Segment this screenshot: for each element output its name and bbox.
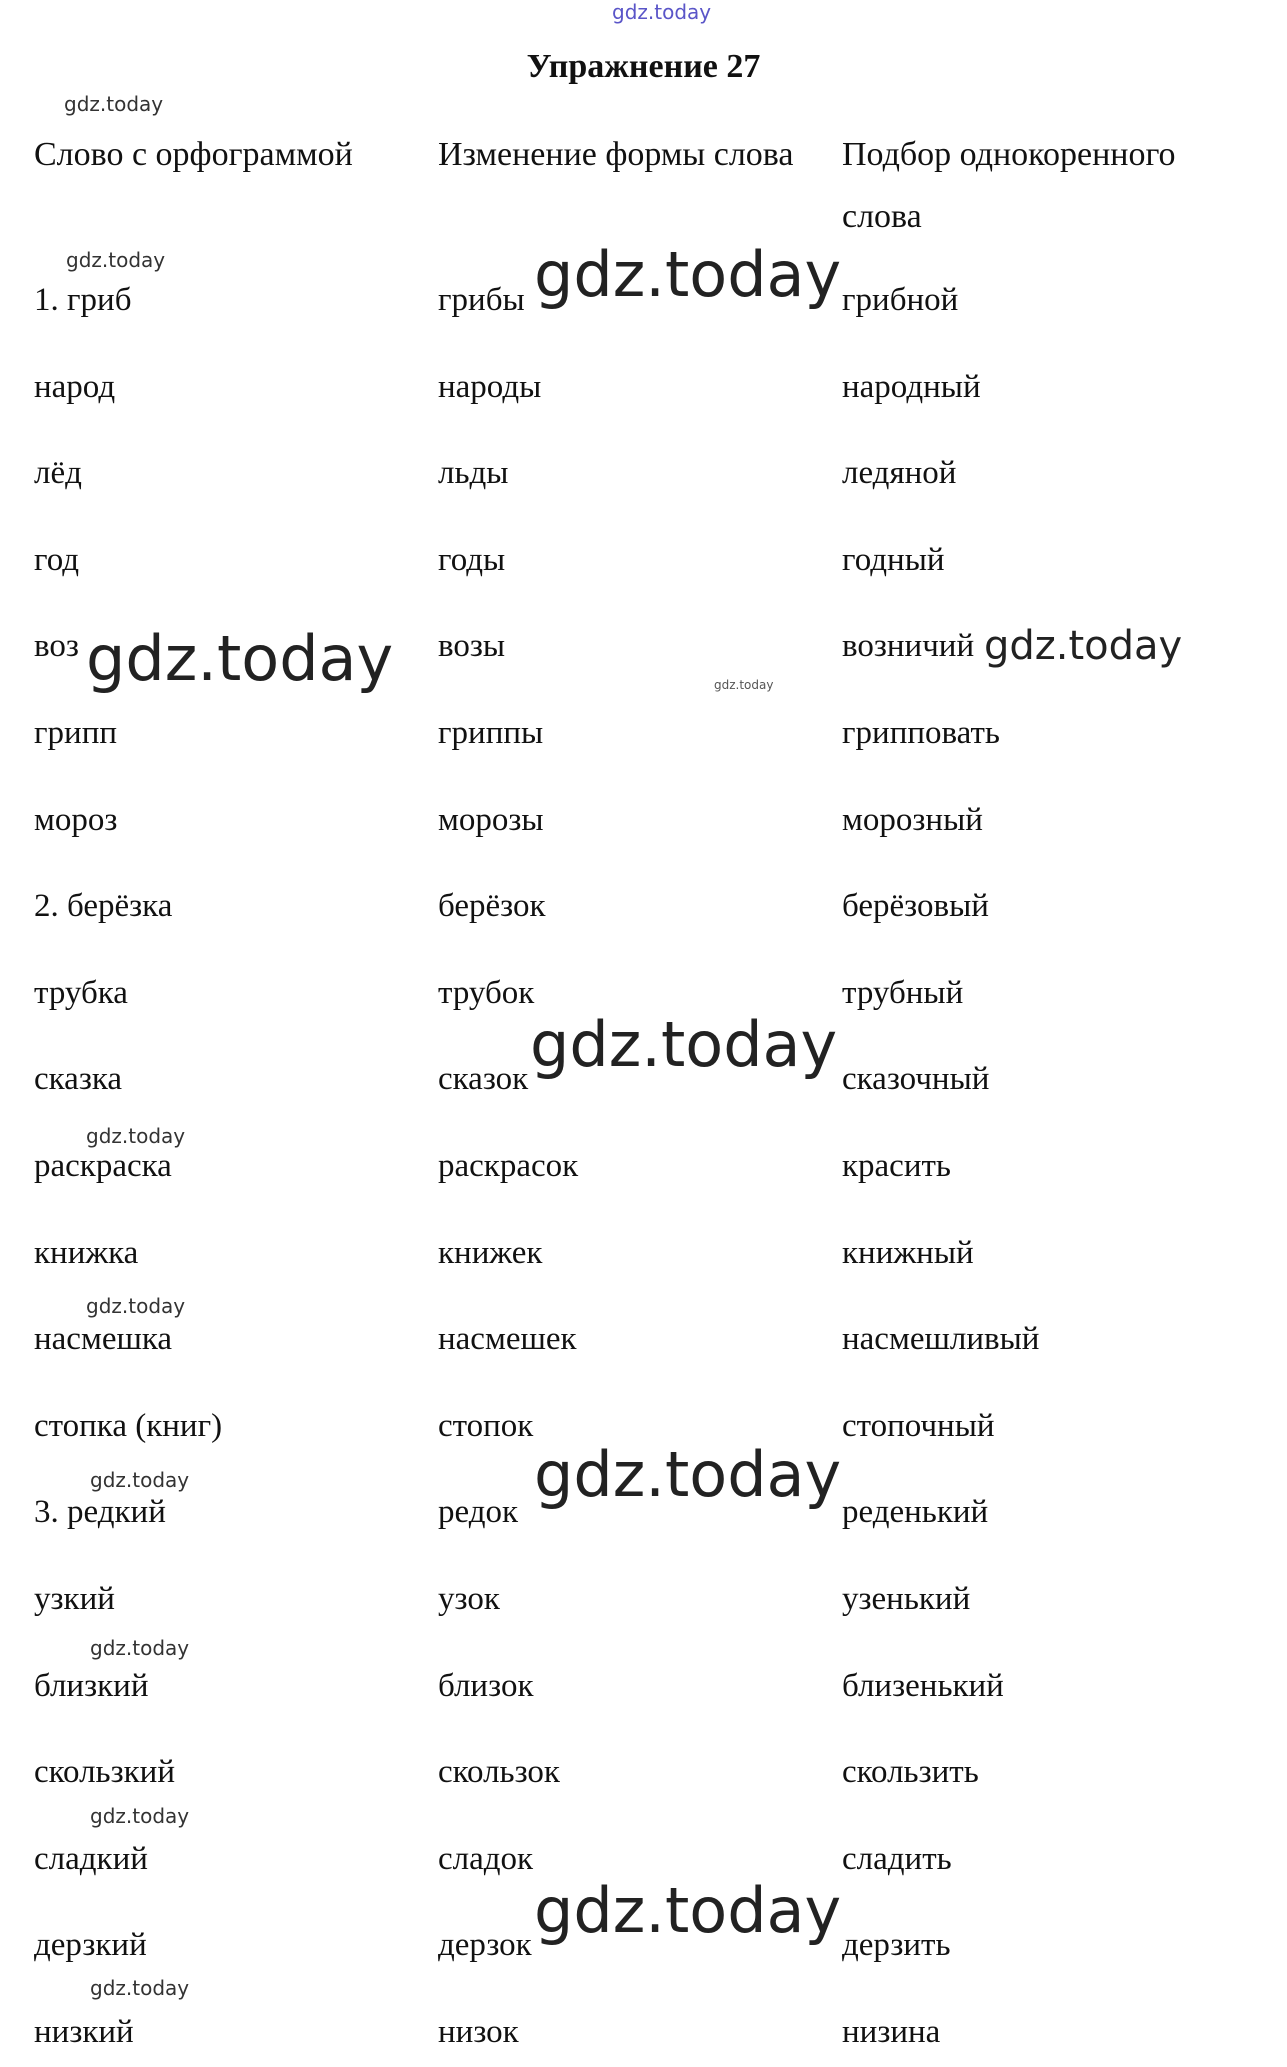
word-form-change: грибы xyxy=(438,282,525,318)
related-word: ледяной xyxy=(842,455,957,492)
word-form-change: морозы xyxy=(438,801,544,838)
watermark: gdz.today xyxy=(86,622,394,695)
related-word: красить xyxy=(842,1148,951,1184)
related-word: низина xyxy=(842,2014,941,2050)
related-word: стопочный xyxy=(842,1407,995,1444)
watermark: gdz.today xyxy=(714,678,774,692)
watermark: gdz.today xyxy=(984,623,1183,669)
word-form-change: гриппы xyxy=(438,715,544,751)
related-word: берёзовый xyxy=(842,888,989,925)
watermark: gdz.today xyxy=(90,1468,190,1492)
word-form-change: годы xyxy=(438,541,506,578)
word-with-spelling: 2. берёзка xyxy=(34,888,173,925)
word-form-change: низок xyxy=(438,2014,519,2050)
word-form-change: насмешек xyxy=(438,1321,577,1358)
word-form-change: сказок xyxy=(438,1061,529,1098)
word-form-change: дерзок xyxy=(438,1927,532,1964)
word-form-change: возы xyxy=(438,628,506,665)
word-with-spelling: 3. редкий xyxy=(34,1494,166,1531)
watermark: gdz.today xyxy=(86,1294,186,1318)
word-with-spelling: воз xyxy=(34,628,79,665)
word-form-change: книжек xyxy=(438,1234,543,1271)
word-with-spelling: сказка xyxy=(34,1061,123,1098)
related-word: сказочный xyxy=(842,1061,990,1098)
page-title: Упражнение 27 xyxy=(526,48,761,85)
word-with-spelling: насмешка xyxy=(34,1321,173,1358)
watermark: gdz.today xyxy=(86,1124,186,1148)
word-form-change: узок xyxy=(438,1581,500,1617)
related-word: народный xyxy=(842,368,981,405)
watermark: gdz.today xyxy=(530,1008,838,1081)
column-header-related-word: Подбор однокоренного xyxy=(842,136,1176,173)
word-form-change: сладок xyxy=(438,1840,534,1877)
related-word: годный xyxy=(842,541,945,578)
word-form-change: близок xyxy=(438,1667,534,1704)
word-with-spelling: узкий xyxy=(34,1581,115,1617)
word-with-spelling: книжка xyxy=(34,1234,139,1271)
word-with-spelling: близкий xyxy=(34,1667,149,1704)
word-form-change: раскрасок xyxy=(438,1148,579,1184)
related-word: сладить xyxy=(842,1840,952,1877)
related-word: дерзить xyxy=(842,1927,951,1964)
word-with-spelling: скользкий xyxy=(34,1754,175,1791)
word-form-change: скользок xyxy=(438,1754,560,1791)
related-word: близенький xyxy=(842,1667,1004,1704)
word-with-spelling: год xyxy=(34,541,80,578)
watermark: gdz.today xyxy=(66,248,166,272)
watermark: gdz.today xyxy=(534,238,842,311)
related-word: грипповать xyxy=(842,715,1000,751)
related-word: возничий xyxy=(842,628,975,665)
word-with-spelling: народ xyxy=(34,368,116,405)
related-word: трубный xyxy=(842,974,964,1011)
word-form-change: берёзок xyxy=(438,888,546,925)
related-word: морозный xyxy=(842,801,983,838)
word-form-change: народы xyxy=(438,368,542,405)
related-word: книжный xyxy=(842,1234,974,1271)
word-form-change: льды xyxy=(438,455,509,492)
word-form-change: трубок xyxy=(438,974,535,1011)
word-with-spelling: дерзкий xyxy=(34,1927,147,1964)
watermark: gdz.today xyxy=(534,1874,842,1947)
watermark: gdz.today xyxy=(90,1636,190,1660)
word-with-spelling: 1. гриб xyxy=(34,282,132,318)
watermark: gdz.today xyxy=(90,1976,190,2000)
watermark: gdz.today xyxy=(534,1438,842,1511)
word-with-spelling: мороз xyxy=(34,801,118,838)
word-form-change: стопок xyxy=(438,1407,534,1444)
word-with-spelling: раскраска xyxy=(34,1148,172,1184)
watermark-top: gdz.today xyxy=(612,0,712,24)
related-word: узенький xyxy=(842,1581,971,1617)
word-with-spelling: сладкий xyxy=(34,1840,148,1877)
column-header-form-change: Изменение формы слова xyxy=(438,136,794,173)
watermark: gdz.today xyxy=(64,92,164,116)
word-with-spelling: стопка (книг) xyxy=(34,1407,223,1444)
word-form-change: редок xyxy=(438,1494,519,1531)
related-word: насмешливый xyxy=(842,1321,1040,1358)
related-word: реденький xyxy=(842,1494,989,1531)
column-header-related-word-line2: слова xyxy=(842,198,922,235)
related-word: грибной xyxy=(842,282,959,318)
watermark: gdz.today xyxy=(90,1804,190,1828)
word-with-spelling: лёд xyxy=(34,455,82,492)
column-header-word: Слово с орфограммой xyxy=(34,136,353,173)
word-with-spelling: низкий xyxy=(34,2014,134,2050)
word-with-spelling: трубка xyxy=(34,974,128,1011)
word-with-spelling: грипп xyxy=(34,715,118,751)
related-word: скользить xyxy=(842,1754,979,1791)
